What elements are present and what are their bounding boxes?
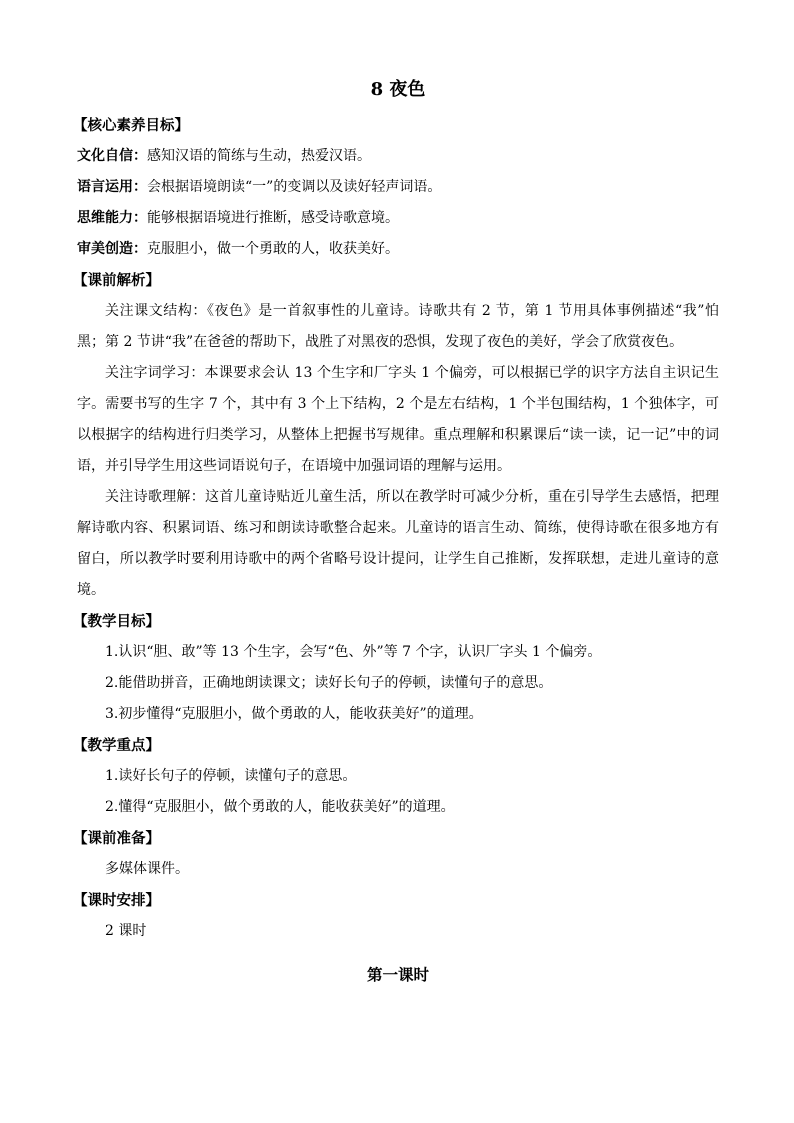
- document-page: [73, 70, 719, 995]
- analysis-section: [73, 265, 719, 606]
- core-goals-heading: 【核心素养目标】: [73, 117, 189, 134]
- preparation-section: [73, 823, 719, 885]
- goal-aesthetic: [77, 234, 719, 265]
- schedule-text: 2 课时: [105, 923, 147, 939]
- key-points-heading: 【教学重点】: [73, 737, 160, 754]
- key-point-item: 2.懂得“克服胆小，做个勇敢的人，能收获美好”的道理。: [105, 799, 455, 815]
- lesson-title: 8 夜色: [370, 79, 426, 100]
- goal-label: 文化自信：: [77, 148, 147, 164]
- analysis-poem-paragraph: 关注诗歌理解：这首儿童诗贴近儿童生活，所以在教学时可减少分析，重在引导学生去感悟，把理解诗歌内容、积累词语、练习和朗读诗歌整合起来。儿童诗的语言生动、简练，使得诗歌在很多地方有留白，所以教学时要利用诗歌中的两个省略号设计提问，让学生自己推断，发挥联想，走进儿童诗的意境。: [77, 489, 719, 598]
- key-point-item: 1.读好长句子的停顿，读懂句子的意思。: [105, 768, 357, 784]
- teaching-goals-heading: 【教学目标】: [73, 613, 160, 630]
- teaching-goal-item: 1.认识“胆、敢”等 13 个生字，会写“色、外”等 7 个字，认识厂字头 1 个偏旁。: [105, 644, 602, 660]
- goal-thinking: [77, 203, 719, 234]
- teaching-goal-item: 3.初步懂得“克服胆小，做个勇敢的人，能收获美好”的道理。: [105, 706, 483, 722]
- schedule-heading: 【课时安排】: [73, 892, 160, 909]
- first-lesson-title: 第一课时: [366, 965, 429, 984]
- schedule-section: [73, 885, 719, 947]
- preparation-heading: 【课前准备】: [73, 830, 160, 847]
- teaching-goals-section: [73, 606, 719, 730]
- goal-label: 审美创造：: [77, 241, 147, 257]
- analysis-structure-paragraph: 关注课文结构：《夜色》是一首叙事性的儿童诗。诗歌共有 2 节，第 1 节用具体事例描述“我”怕黑；第 2 节讲“我”在爸爸的帮助下，战胜了对黑夜的恐惧，发现了夜色的美好，学会了欣赏夜色。: [77, 303, 719, 350]
- goal-text: 感知汉语的简练与生动，热爱汉语。: [147, 148, 371, 164]
- goal-text: 会根据语境朗读“一”的变调以及读好轻声词语。: [147, 179, 442, 195]
- goal-text: 克服胆小，做一个勇敢的人，收获美好。: [147, 241, 399, 257]
- preparation-text: 多媒体课件。: [105, 861, 189, 877]
- goal-language: [77, 172, 719, 203]
- key-points-section: [73, 730, 719, 823]
- goal-text: 能够根据语境进行推断，感受诗歌意境。: [147, 210, 399, 226]
- goal-culture: [77, 141, 719, 172]
- goal-label: 思维能力：: [77, 210, 147, 226]
- goal-label: 语言运用：: [77, 179, 147, 195]
- analysis-words-paragraph: 关注字词学习：本课要求会认 13 个生字和厂字头 1 个偏旁，可以根据已学的识字方法自主识记生字。需要书写的生字 7 个，其中有 3 个上下结构，2 个是左右结构，1 个半包围结构，1 个独体字，可以根据字的结构进行归类学习，从整体上把握书写规律。重点理解和积累课后“读一读，记一记”中的词语，并引导学生用这些词语说句子，在语境中加强词语的理解与运用。: [77, 365, 719, 474]
- core-goals-section: [73, 110, 719, 265]
- teaching-goal-item: 2.能借助拼音，正确地朗读课文；读好长句子的停顿，读懂句子的意思。: [105, 675, 553, 691]
- analysis-heading: 【课前解析】: [73, 272, 160, 289]
